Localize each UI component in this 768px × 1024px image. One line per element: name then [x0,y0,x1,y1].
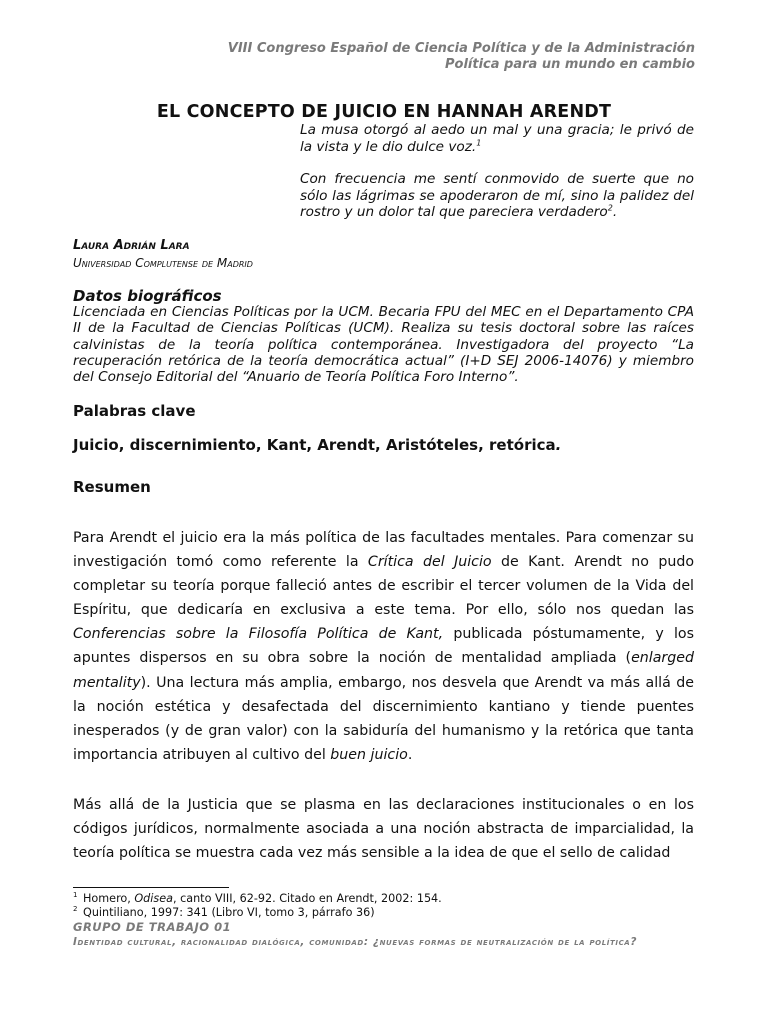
bio-heading: Datos biográficos [73,287,222,305]
summary-heading: Resumen [73,478,151,496]
epigraph [300,122,694,237]
epigraph-quote-2-text: Con frecuencia me sentí conmovido de suerte que no sólo las lágrimas se apoderaron de mí, sino la palidez del rostro y un dolor tal que pareciera verdadero [300,171,694,220]
footnote-ref-2[interactable]: 2 [607,203,613,213]
footnote-1-text-b: , canto VIII, 62-92. Citado en Arendt, 2002: 154. [172,892,442,905]
p1-italic-3: enlarged mentality [73,650,694,691]
epigraph-quote-1-text: La musa otorgó al aedo un mal y una gracia; le privó de la vista y le dio dulce voz. [300,122,694,155]
paper-title: EL CONCEPTO DE JUICIO EN HANNAH ARENDT [156,102,612,122]
footnote-1-italic: Odisea [134,892,173,905]
epigraph-quote-2-end: . [612,204,618,220]
author-affiliation: Universidad Complutense de Madrid [73,256,253,270]
p1-text-2: de Kant. Arendt no pudo completar su teoría porque falleció antes de escribir el tercer volumen de la Vida del Espíritu, que dedicaría en exclusiva a este tema. Por ello, sólo nos quedan las [73,554,695,619]
conference-theme: Política para un mundo en cambio [444,57,695,72]
p1-italic-4: buen juicio [330,746,408,763]
keywords-text [73,436,561,454]
footnote-1 [73,892,442,906]
keywords-end: . [555,436,562,454]
footnote-2-number: 2 [73,905,78,914]
keywords-heading: Palabras clave [73,402,196,420]
p1-text-5: . [407,746,413,763]
footnote-1-text-a: Homero, [79,892,135,905]
epigraph-quote-2 [300,171,694,221]
p1-italic-1: Crítica del Juicio [367,554,492,571]
conference-header [228,41,695,73]
bio-text: Licenciada en Ciencias Políticas por la UCM. Becaria FPU del MEC en el Departamento CPA II de la Facultad de Ciencias Políticas (UCM). Realiza su tesis doctoral sobre las raíces calvinistas de la teoría política contemporánea. Investigadora del proyecto “La recuperación retórica de la teoría democrática actual” (I+D SEJ 2006-14076) y miembro del Consejo Editorial del “Anuario de Teoría Política Foro Interno”. [73,304,694,386]
footnote-2-text: Quintiliano, 1997: 341 (Libro VI, tomo 3, párrafo 36) [79,906,375,919]
summary-paragraph-1 [73,526,694,767]
summary-paragraph-2: Más allá de la Justicia que se plasma en las declaraciones institucionales o en los códigos jurídicos, normalmente asociada a una noción abstracta de imparcialidad, la teoría política se muestra cada vez más sensible a la idea de que el sello de calidad [73,797,694,862]
footnote-ref-1[interactable]: 1 [476,137,482,147]
p1-text-4: ). Una lectura más amplia, embargo, nos desvela que Arendt va más allá de la noción estética y desafectada del discernimiento kantiano y tiende puentes inesperados (y de gran valor) con la sabiduría del humanismo y la retórica que tanta importancia atribuyen al cultivo del [73,674,694,763]
footnote-2 [73,906,375,920]
footnote-separator [73,887,229,888]
working-group-label: GRUPO DE TRABAJO 01 [73,920,232,934]
conference-name: VIII Congreso Español de Ciencia Política y de la Administración [227,41,695,56]
p1-text-1: Para Arendt el juicio era la más política de las facultades mentales. Para comenzar su investigación tomó como referente la [73,530,694,571]
footnote-1-number: 1 [73,891,78,900]
p1-italic-2: Conferencias sobre la Filosofía Política de Kant, [73,626,444,643]
p1-text-3: publicada póstumamente, y los apuntes dispersos en su obra sobre la noción de mentalidad ampliada ( [73,626,694,667]
working-group-description: Identidad cultural, racionalidad dialógica, comunidad: ¿nuevas formas de neutralización de la política? [73,936,638,948]
keywords-list: Juicio, discernimiento, Kant, Arendt, Aristóteles, retórica [73,436,556,454]
author-name: Laura Adrián Lara [73,238,190,253]
epigraph-quote-1 [300,122,694,155]
